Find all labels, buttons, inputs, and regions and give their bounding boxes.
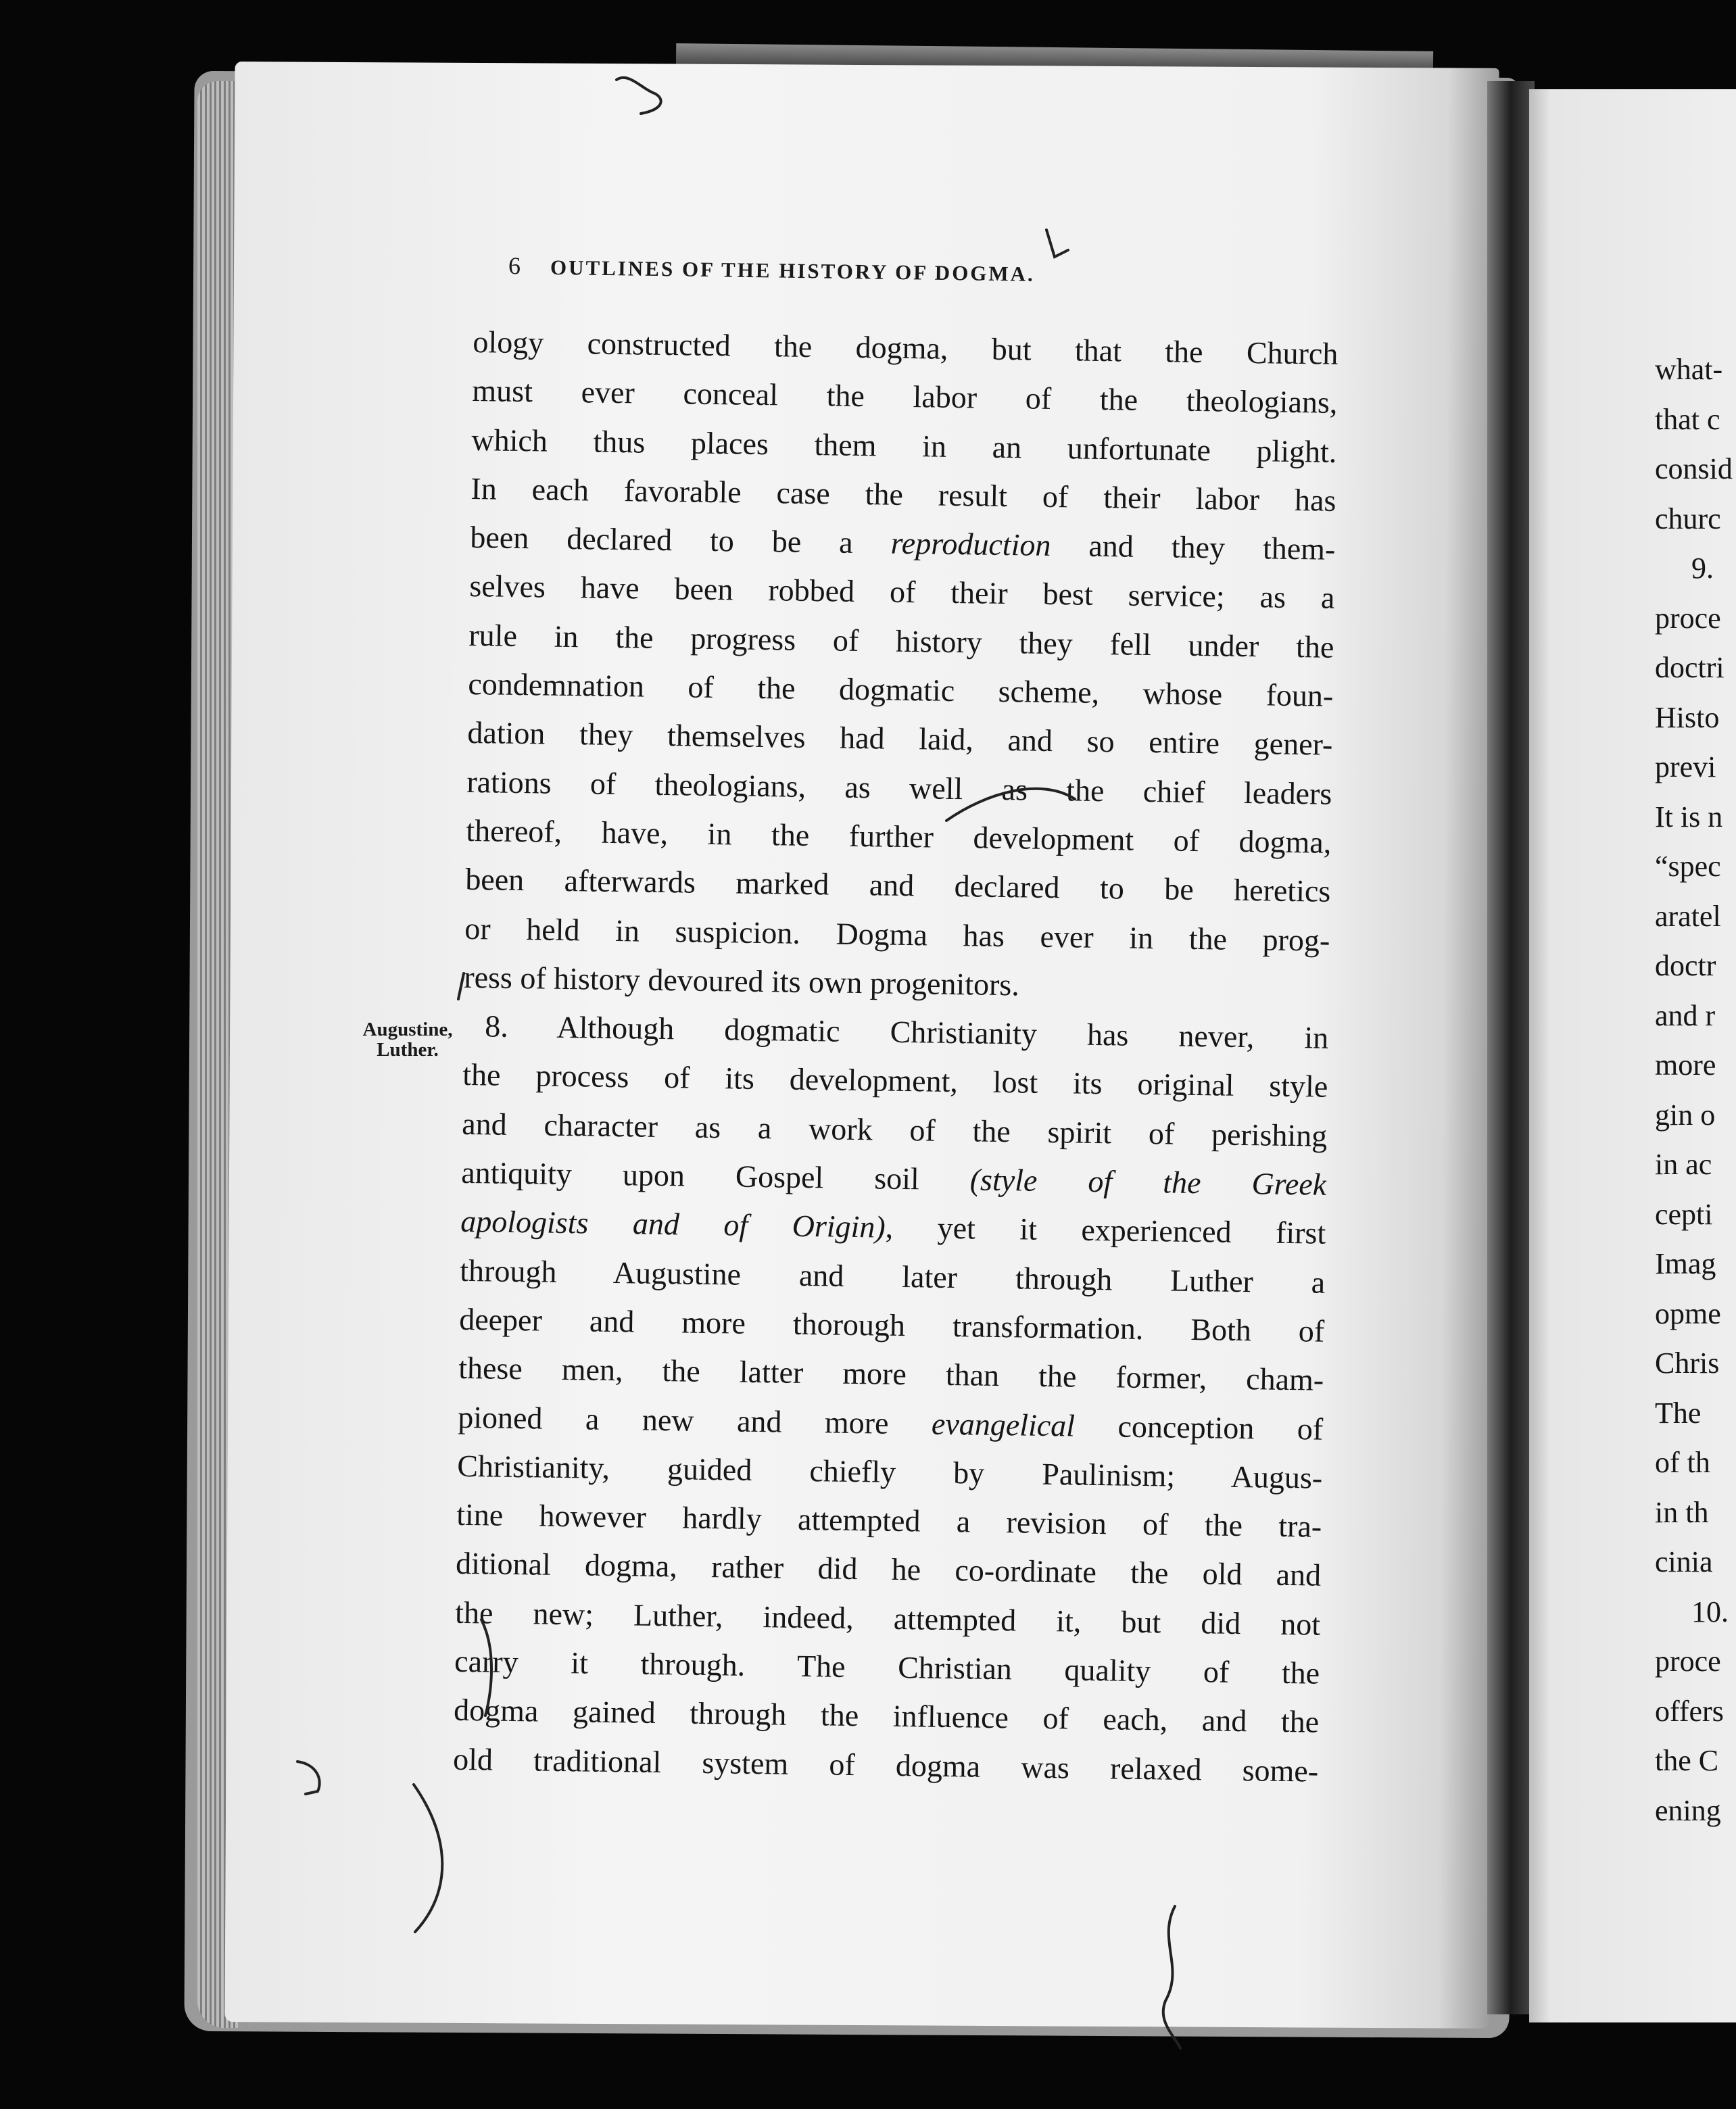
fragment-line: previ	[1655, 750, 1716, 783]
fragment-line: cinia	[1655, 1545, 1713, 1578]
text-line: pioned a new and more evangelical conception of	[457, 1399, 1324, 1447]
text-line: antiquity upon Gospel soil (style of the Greek	[460, 1155, 1327, 1202]
text-line: apologists and of Origin), yet it experienced first	[460, 1204, 1326, 1251]
fragment-line: gin o	[1655, 1098, 1716, 1132]
book-gutter	[1487, 81, 1535, 2014]
fragment-line: cepti	[1655, 1197, 1713, 1231]
text-line: deeper and more thorough transformation. Both of	[458, 1301, 1325, 1349]
text-line: these men, the latter more than the former, cham-	[458, 1351, 1324, 1397]
text-line: been declared to be a reproduction and they them-	[470, 520, 1336, 567]
text-line: tine however hardly attempted a revision of the tra-	[456, 1497, 1322, 1544]
text-line: In each favorable case the result of their labor has	[471, 470, 1336, 518]
fragment-line: consid	[1655, 452, 1733, 485]
margin-sidenote	[343, 1019, 472, 1060]
fragment-line: aratel	[1655, 899, 1721, 933]
fragment-line: what-	[1655, 353, 1723, 386]
text-line: through Augustine and later through Luther a	[459, 1253, 1326, 1300]
fragment-line: proce	[1655, 601, 1721, 635]
text-line: dogma gained through the influence of each, and the	[453, 1693, 1320, 1739]
fragment-line: and r	[1655, 998, 1716, 1032]
fragment-line: more	[1655, 1048, 1716, 1082]
text-line: old traditional system of dogma was relaxed some-	[452, 1741, 1319, 1789]
fragment-line: doctri	[1655, 651, 1725, 684]
fragment-line: offers	[1655, 1694, 1724, 1728]
fragment-line: Imag	[1655, 1247, 1716, 1280]
fragment-line: churc	[1655, 502, 1721, 535]
fragment-line: in ac	[1655, 1148, 1712, 1181]
page-number: 6	[508, 251, 521, 280]
fragment-line: Histo	[1655, 700, 1720, 734]
fragment-line: 10.	[1691, 1595, 1729, 1628]
text-line: rations of theologians, as well as the chief leaders	[466, 764, 1332, 811]
fragment-line: Chris	[1655, 1347, 1720, 1380]
fragment-line: It is n	[1655, 800, 1723, 833]
text-line: or held in suspicion. Dogma has ever in the prog-	[464, 911, 1330, 958]
text-line: selves have been robbed of their best service; as a	[469, 568, 1335, 616]
text-line: which thus places them in an unfortunate plight.	[471, 422, 1337, 469]
text-line: the new; Luther, indeed, attempted it, but did not	[454, 1595, 1321, 1642]
fragment-line: doctr	[1655, 949, 1716, 982]
fragment-line: 9.	[1691, 552, 1714, 585]
text-line: ology constructed the dogma, but that the Church	[473, 324, 1339, 371]
fragment-line: opme	[1655, 1296, 1721, 1330]
sidenote-line: Augustine,	[362, 1019, 453, 1040]
text-line: must ever conceal the labor of the theologians,	[472, 373, 1338, 420]
fragment-line: ening	[1655, 1793, 1721, 1827]
fragment-line: in th	[1655, 1495, 1709, 1529]
body-text	[453, 318, 1339, 1796]
right-page-text-fragments	[1655, 345, 1736, 1835]
fragment-line: the C	[1655, 1744, 1719, 1777]
running-title: OUTLINES OF THE HISTORY OF DOGMA.	[550, 255, 1036, 286]
text-line: Christianity, guided chiefly by Paulinism; Augus-	[456, 1448, 1323, 1495]
fragment-line: of th	[1655, 1446, 1710, 1479]
text-line: been afterwards marked and declared to be heretics	[465, 862, 1331, 909]
text-line: thereof, have, in the further development of dogma,	[466, 813, 1332, 860]
fragment-line: that c	[1655, 402, 1720, 436]
fragment-line: proce	[1655, 1645, 1721, 1678]
fragment-line: The	[1655, 1396, 1702, 1430]
sidenote-line: Luther.	[377, 1039, 439, 1061]
text-line: the process of its development, lost its original style	[462, 1057, 1328, 1105]
fragment-line: “spec	[1655, 850, 1721, 883]
text-line: ress of history devoured its own progenitors.	[464, 959, 1020, 1002]
text-line: rule in the progress of history they fell under the	[468, 617, 1334, 664]
text-line: dation they themselves had laid, and so entire gener-	[467, 715, 1333, 762]
text-line: 8. Although dogmatic Christianity has never, in	[485, 1009, 1329, 1055]
text-line: condemnation of the dogmatic scheme, whose foun-	[468, 666, 1334, 713]
text-line: and character as a work of the spirit of perishing	[461, 1106, 1328, 1153]
text-line: ditional dogma, rather did he co-ordinate the old and	[455, 1546, 1322, 1593]
text-line: carry it through. The Christian quality of the	[454, 1643, 1320, 1691]
